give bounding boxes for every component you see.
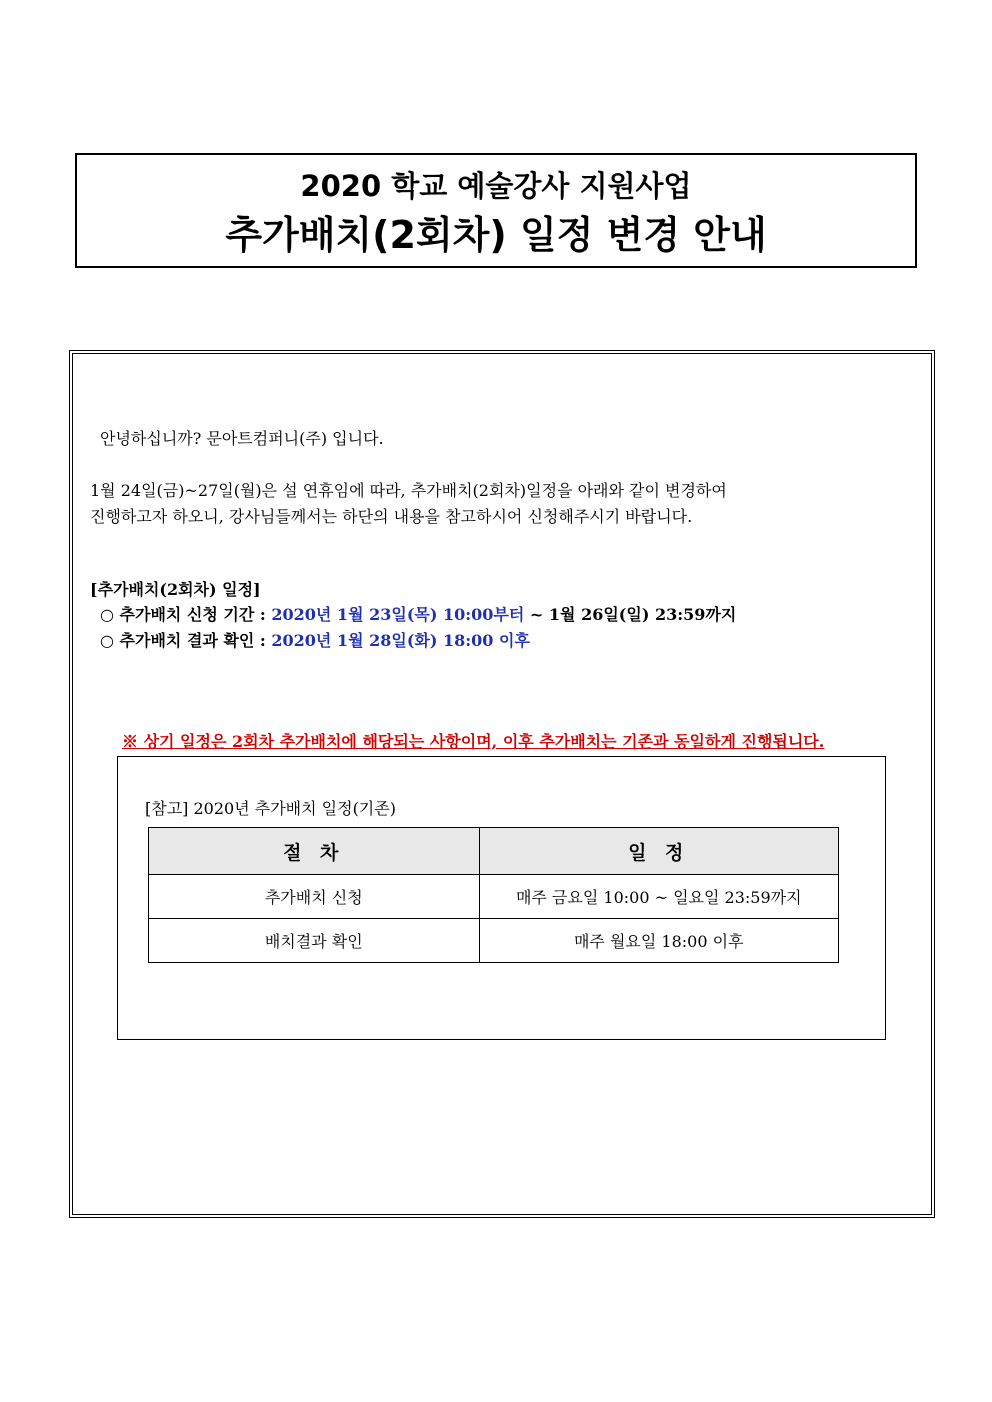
table-row: [149, 919, 839, 963]
circle-bullet-icon: ○: [100, 631, 114, 650]
schedule-item-value-highlight: 2020년 1월 28일(화) 18:00 이후: [271, 631, 530, 650]
notice-paragraph-line-2: 진행하고자 하오니, 강사님들께서는 하단의 내용을 참고하시어 신청해주시기 바랍니다.: [90, 507, 693, 526]
schedule-item-apply-period: [100, 605, 736, 625]
reference-box: [117, 756, 886, 1040]
schedule-item-label: 추가배치 결과 확인 :: [119, 631, 272, 650]
document-subtitle: 추가배치(2회차) 일정 변경 안내: [225, 213, 767, 257]
table-row: [149, 875, 839, 919]
schedule-item-value: ~ 1월 26일(일) 23:59까지: [524, 605, 737, 624]
table-header-procedure: 절 차: [149, 828, 480, 875]
table-cell-procedure: 배치결과 확인: [149, 919, 480, 963]
title-box: [75, 153, 917, 268]
table-cell-schedule: 매주 월요일 18:00 이후: [479, 919, 839, 963]
reference-schedule-table: [148, 827, 839, 963]
table-header-row: [149, 828, 839, 875]
document-title: 2020 학교 예술강사 지원사업: [300, 169, 692, 203]
reference-caption: [참고] 2020년 추가배치 일정(기존): [145, 799, 396, 818]
table-header-schedule: 일 정: [479, 828, 839, 875]
important-note: ※ 상기 일정은 2회차 추가배치에 해당되는 사항이며, 이후 추가배치는 기존과 동일하게 진행됩니다.: [122, 732, 825, 751]
table-cell-procedure: 추가배치 신청: [149, 875, 480, 919]
circle-bullet-icon: ○: [100, 605, 114, 624]
table-cell-schedule: 매주 금요일 10:00 ~ 일요일 23:59까지: [479, 875, 839, 919]
schedule-item-result-check: [100, 631, 530, 651]
schedule-heading: [추가배치(2회차) 일정]: [90, 580, 261, 599]
schedule-item-label: 추가배치 신청 기간 :: [119, 605, 272, 624]
notice-paragraph-line-1: 1월 24일(금)~27일(월)은 설 연휴임에 따라, 추가배치(2회차)일정을 아래와 같이 변경하여: [90, 481, 727, 500]
schedule-item-value-highlight: 2020년 1월 23일(목) 10:00부터: [271, 605, 525, 624]
greeting-text: 안녕하십니까? 문아트컴퍼니(주) 입니다.: [100, 429, 384, 448]
